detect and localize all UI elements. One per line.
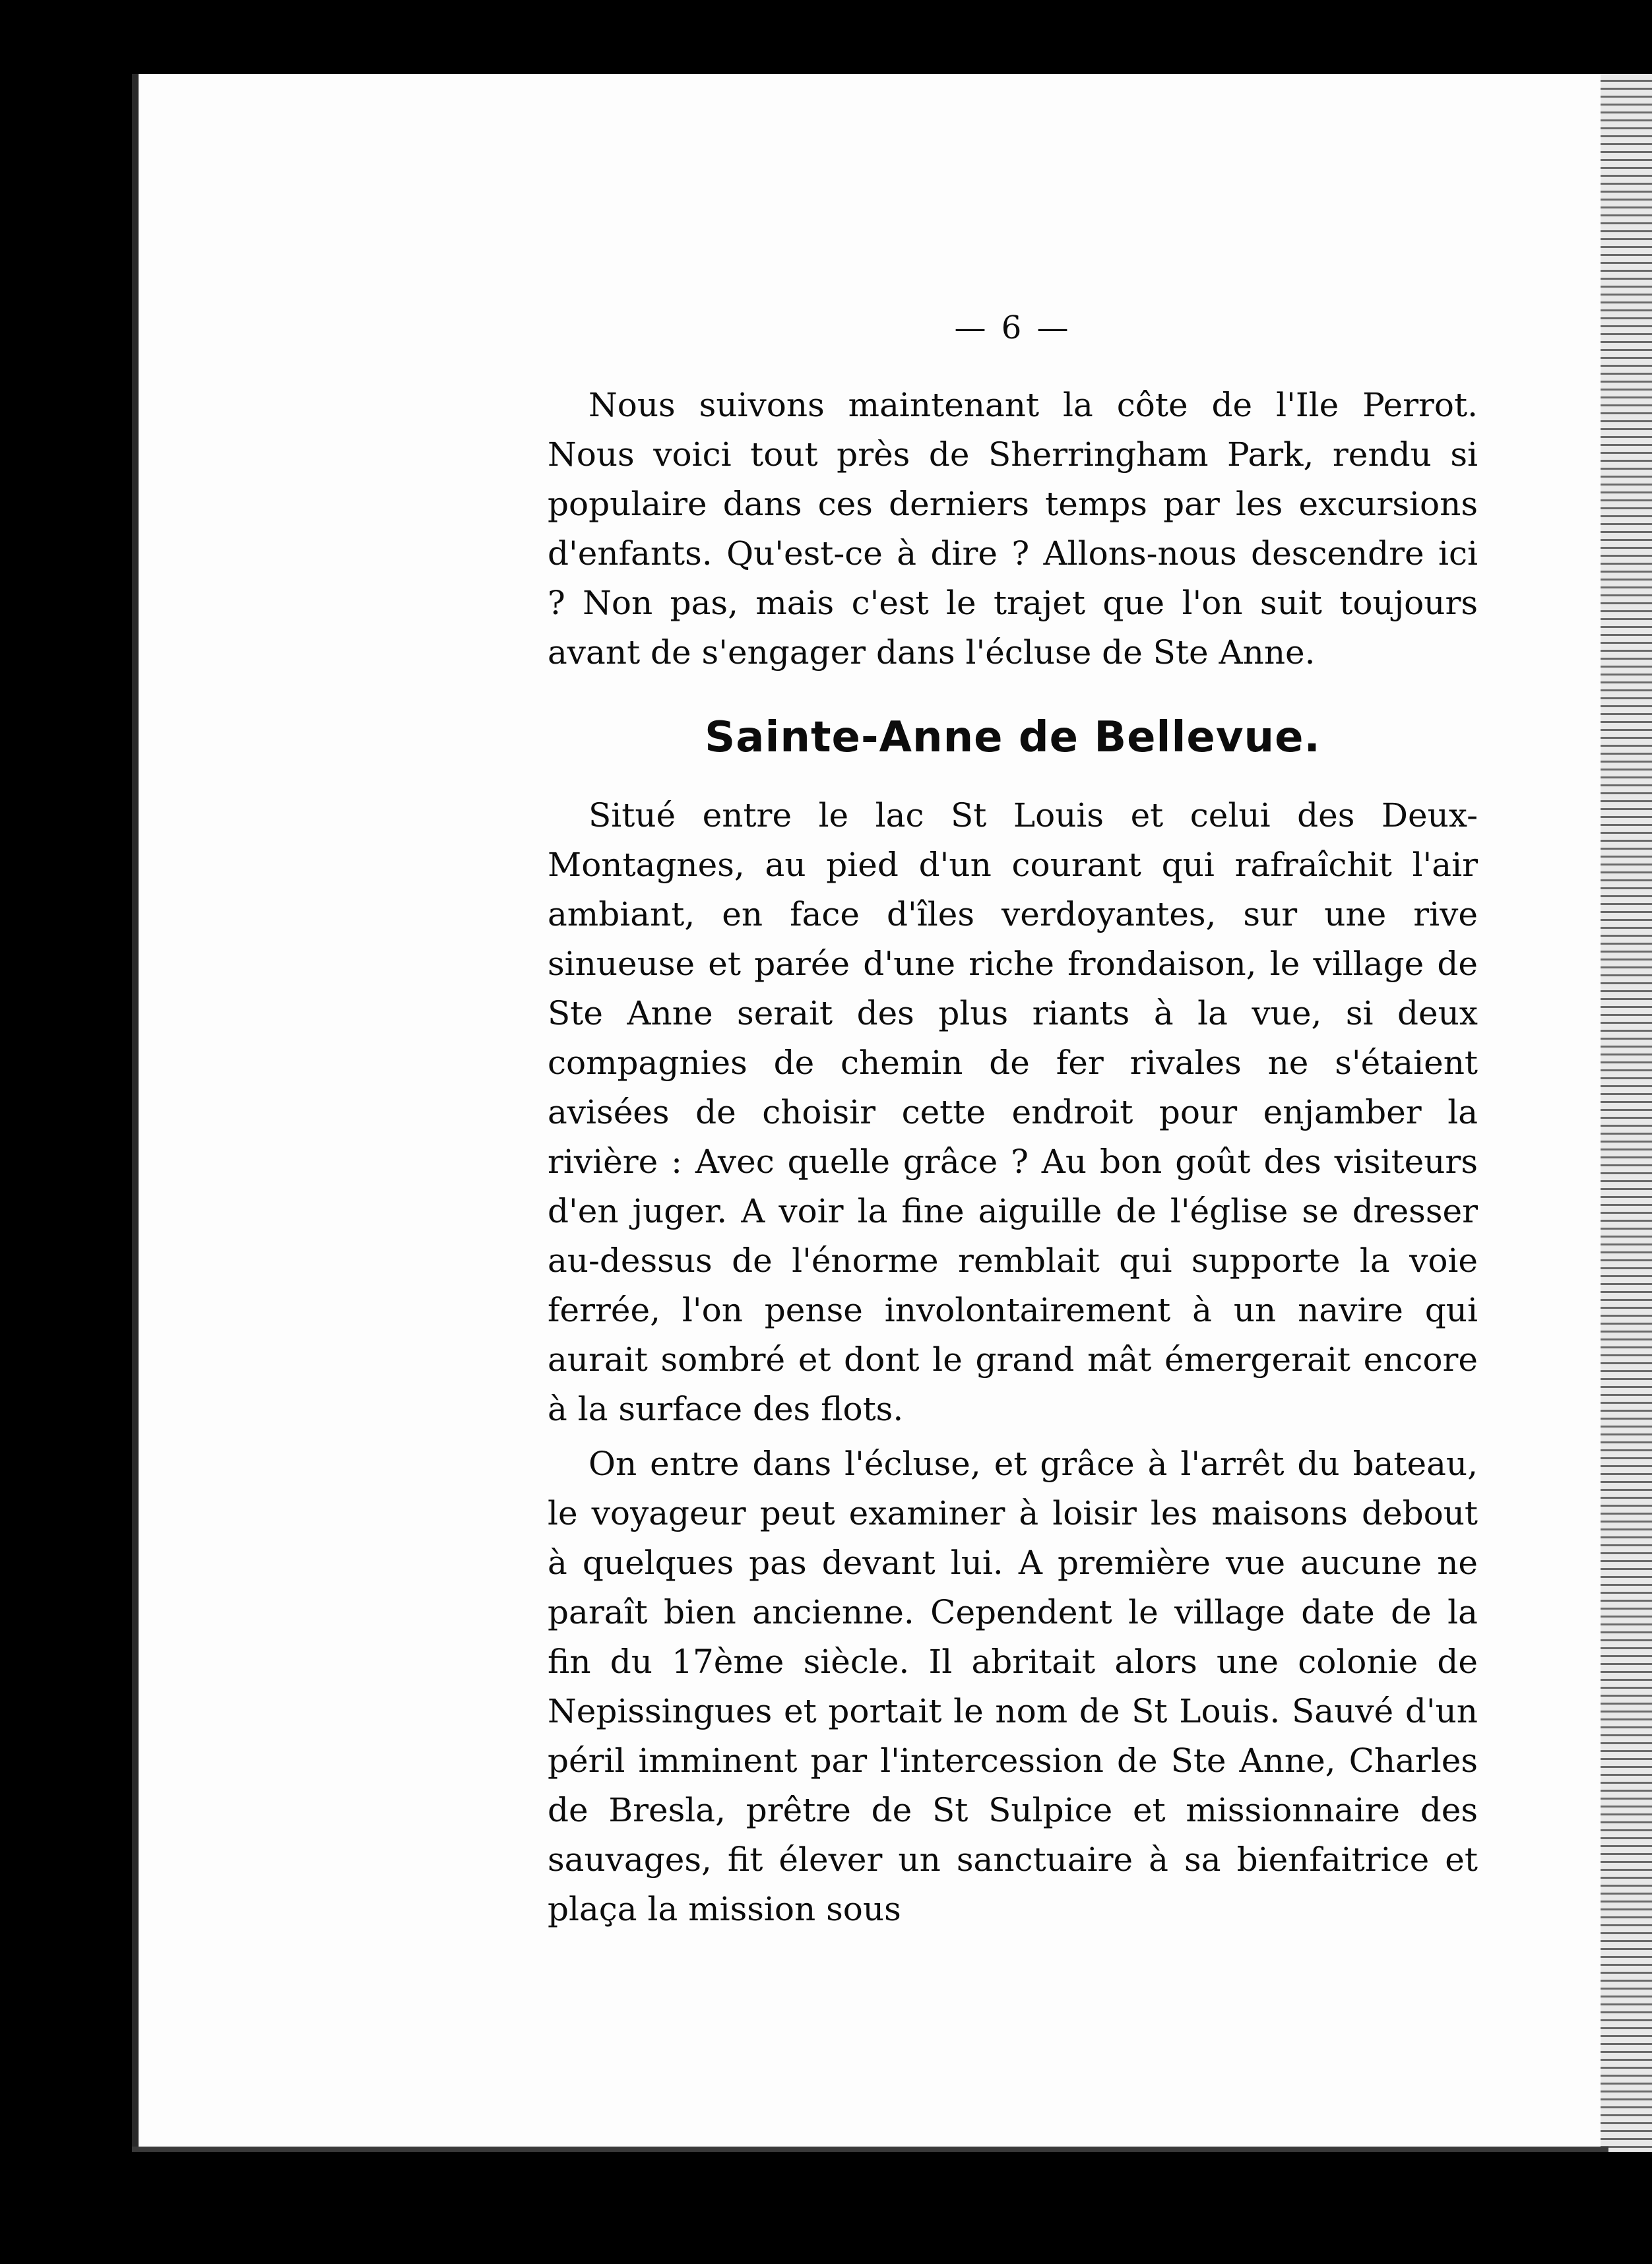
page-right-edge [1601,74,1652,2152]
page-bottom-edge [132,2147,1608,2152]
paragraph-2: Situé entre le lac St Louis et celui des Deux-Montagnes, au pied d'un courant qui rafraîchit l'air ambiant, en face d'îles verdoyantes, sur une rive sinueuse et parée d'une riche frondaison, le village de Ste Anne serait des plus riants à la vue, si deux compagnies de chemin de fer rivales ne s'étaient avisées de choisir cette endroit pour enjamber la rivière : Avec quelle grâce ? Au bon goût des visiteurs d'en juger. A voir la fine aiguille de l'église se dresser au-dessus de l'énorme remblait qui supporte la voie ferrée, l'on pense involontairement à un navire qui aurait sombré et dont le grand mât émergerait encore à la surface des flots. [548,796,1478,1428]
page-left-edge [132,74,139,2152]
section-heading: Sainte-Anne de Bellevue. [705,713,1321,762]
page-text [548,303,1478,1934]
paragraph-3: On entre dans l'écluse, et grâce à l'arrêt du bateau, le voyageur peut examiner à loisir les maisons debout à quelques pas devant lui. A première vue aucune ne paraît bien ancienne. Cependent le village date de la fin du 17ème siècle. Il abritait alors une colonie de Nepissingues et portait le nom de St Louis. Sauvé d'un péril imminent par l'intercession de Ste Anne, Charles de Bresla, prêtre de St Sulpice et missionnaire des sauvages, fit élever un sanctuaire à sa bienfaitrice et plaça la mission sous [548,1445,1478,1928]
page-number: — 6 — [954,309,1071,346]
paragraph-1: Nous suivons maintenant la côte de l'Ile Perrot. Nous voici tout près de Sherringham Park, rendu si populaire dans ces derniers temps par les excursions d'enfants. Qu'est-ce à dire ? Allons-nous descendre ici ? Non pas, mais c'est le trajet que l'on suit toujours avant de s'engager dans l'écluse de Ste Anne. [548,386,1478,672]
